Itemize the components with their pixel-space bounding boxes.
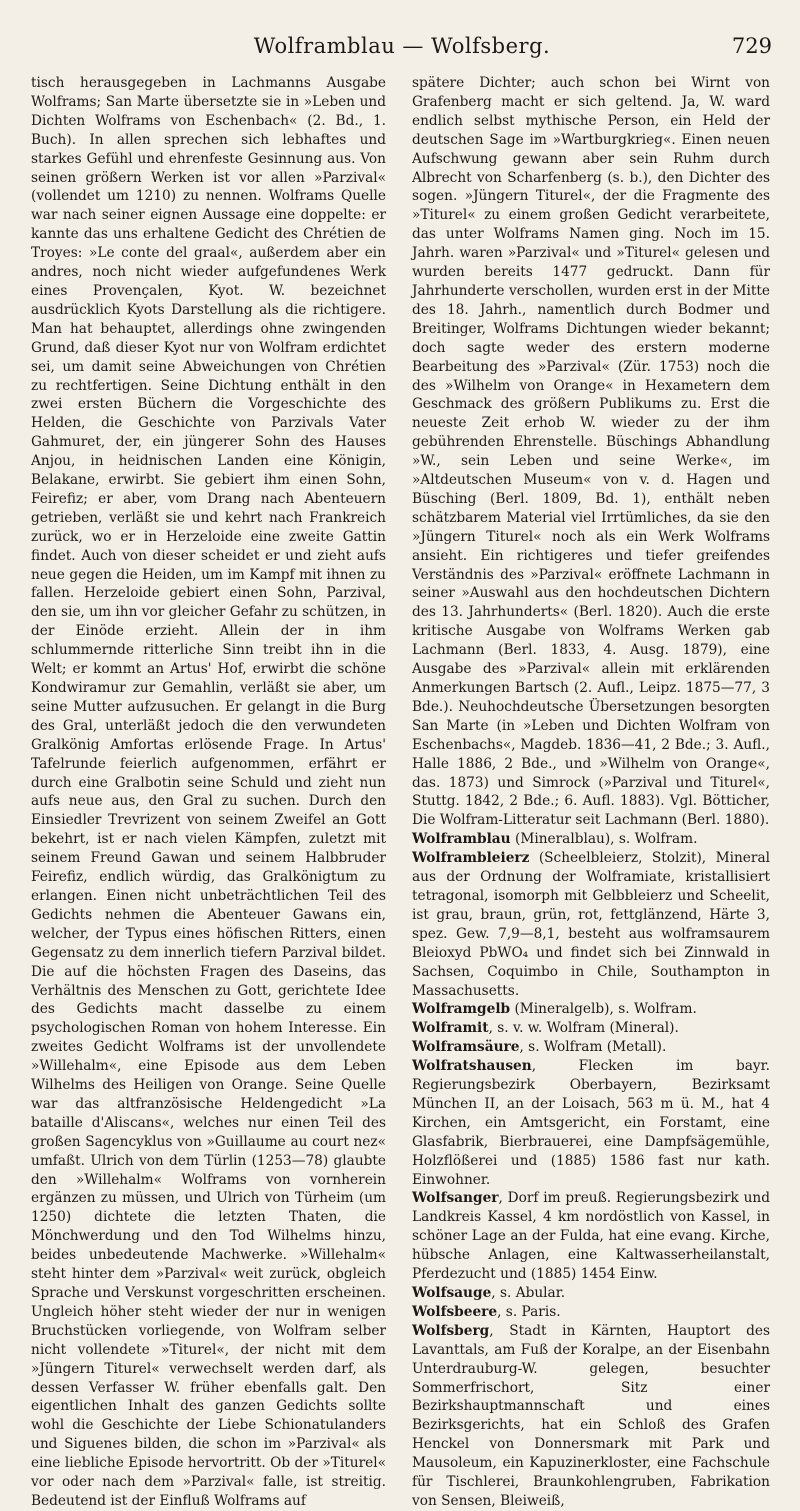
- headword: Wolfsanger: [412, 1190, 499, 1207]
- entry-text: , Flecken im bayr. Regierungsbezirk Oberbayern, Bezirksamt München II, an der Loisach, 563 m ü. M., hat 4 Kirchen, ein Amtsgericht, ein Forstamt, eine Glasfabrik, Bierbrauerei, eine Dampfsägemühle, Holzflößerei und (1885) 1586 fast nur kath. Einwohner.: [412, 1058, 770, 1188]
- entry-text: , s. v. w. Wolfram (Mineral).: [488, 1020, 679, 1037]
- right-column: [412, 74, 770, 1511]
- entry-text: , Dorf im preuß. Regierungsbezirk und Landkreis Kassel, 4 km nordöstlich von Kassel, in schöner Lage an der Fulda, hat eine evang. Kirche, hübsche Anlagen, eine Kaltwasserheilanstalt, Pferdezucht und (1885) 1454 Einw.: [412, 1190, 770, 1283]
- article-text-right: spätere Dichter; auch schon bei Wirnt von Grafenberg macht er sich geltend. Ja, W. ward endlich selbst mythische Person, ein Held der deutschen Sage im »Wartburgkrieg«. Einen neuen Aufschwung gewann aber sein Ruhm durch Albrecht von Scharfenberg (s. b.), den Dichter des sogen. »Jüngern Titurel«, der die Fragmente des »Titurel« zu einem großen Gedicht verarbeitete, das unter Wolframs Namen ging. Noch im 15. Jahrh. waren »Parzival« und »Titurel« gelesen und wurden bereits 1477 gedruckt. Dann für Jahrhunderte verschollen, wurden erst in der Mitte des 18. Jahrh., namentlich durch Bodmer und Breitinger, Wolframs Dichtungen wieder bekannt; doch sagte weder des erstern moderne Bearbeitung des »Parzival« (Zür. 1753) noch die des »Wilhelm von Orange« in Hexametern dem Geschmack des größern Publikums zu. Erst die neueste Zeit erhob W. wieder zu der ihm gebührenden Ehrenstelle. Büschings Abhandlung »W., sein Leben und seine Werke«, im »Altdeutschen Museum« von v. d. Hagen und Büsching (Berl. 1809, Bd. 1), enthält neben schätzbarem Material viel Irrtümliches, da sie den »Jüngern Titurel« noch als ein Werk Wolframs ansieht. Ein richtigeres und tiefer greifendes Verständnis des »Parzival« eröffnete Lachmann in seiner »Auswahl aus den hochdeutschen Dichtern des 13. Jahrhunderts« (Berl. 1820). Auch die erste kritische Ausgabe von Wolframs Werken gab Lachmann (Berl. 1833, 4. Ausg. 1879), eine Ausgabe des »Parzival« allein mit erklärenden Anmerkungen Bartsch (2. Aufl., Leipz. 1875—77, 3 Bde.). Neuhochdeutsche Übersetzungen besorgten San Marte (in »Leben und Dichten Wolfram von Eschenbachs«, Magdeb. 1836—41, 2 Bde.; 3. Aufl., Halle 1886, 2 Bde., und »Wilhelm von Orange«, das. 1873) und Simrock (»Parzival und Titurel«, Stuttg. 1842, 2 Bde.; 6. Aufl. 1883). Vgl. Bötticher, Die Wolfram-Litteratur seit Lachmann (Berl. 1880).: [412, 75, 770, 829]
- entry-text: , s. Abular.: [491, 1285, 566, 1301]
- entry-text: , s. Wolfram (Metall).: [519, 1039, 667, 1056]
- entry-wolfsauge: [412, 1284, 770, 1303]
- entry-wolfratshausen: [412, 1057, 770, 1189]
- page-header: [32, 34, 772, 64]
- headword: Wolframgelb: [412, 1001, 511, 1018]
- left-column: [31, 74, 386, 1511]
- entry-wolframblau: [412, 830, 770, 849]
- entry-wolframbleierz: [412, 849, 770, 1000]
- headword: Wolfsberg: [412, 1322, 490, 1339]
- entry-text: (Scheelbleierz, Stolzit), Mineral aus der Ordnung der Wolframiate, kristallisiert tetragonal, isomorph mit Gelbbleierz und Scheelit, ist grau, braun, grün, rot, fettglänzend, Härte 3, spez. Gew. 7,9—8,1, besteht aus wolframsaurem Bleioxyd PbWO₄ und findet sich bei Zinnwald in Sachsen, Coquimbo in Chile, Southampton in Massachusetts.: [412, 850, 770, 999]
- entry-text: , Stadt in Kärnten, Hauptort des Lavanttals, am Fuß der Koralpe, an der Eisenbahn Unterdrauburg-W. gelegen, besuchter Sommerfrischort, Sitz einer Bezirkshauptmannschaft und eines Bezirksgerichts, hat ein Schloß des Grafen Henckel von Donnersmark mit Park und Mausoleum, ein Kapuzinerkloster, eine Fachschule für Tischlerei, Braunkohlengruben, Fabrikation von Sensen, Bleiweiß,: [412, 1322, 770, 1509]
- entry-text: , s. Paris.: [497, 1303, 561, 1320]
- headword: Wolframblau: [412, 831, 511, 848]
- headword: Wolfsauge: [412, 1285, 492, 1301]
- headword: Wolframit: [412, 1020, 489, 1037]
- entry-wolframgelb: [412, 1000, 770, 1019]
- entry-wolframsaeure: [412, 1038, 770, 1057]
- page-number: 729: [731, 34, 772, 58]
- headword: Wolfratshausen: [412, 1058, 532, 1075]
- entry-wolframit: [412, 1019, 770, 1038]
- entry-wolfsbeere: [412, 1303, 770, 1322]
- entry-wolfsberg: [412, 1322, 770, 1511]
- headword: Wolfsbeere: [412, 1303, 498, 1320]
- headword: Wolframbleierz: [412, 850, 530, 867]
- article-text-left: tisch herausgegeben in Lachmanns Ausgabe Wolframs; San Marte übersetzte sie in »Leben und Dichten Wolframs von Eschenbach« (2. Bd., 1. Buch). In allen sprechen sich lebhaftes und starkes Gefühl und ehrenfeste Gesinnung aus. Von seinen größern Werken ist vor allen »Parzival« (vollendet um 1210) zu nennen. Wolframs Quelle war nach seiner eignen Aussage eine doppelte: er kannte das uns erhaltene Gedicht des Chrétien de Troyes: »Le conte del graal«, außerdem aber ein andres, noch nicht wieder aufgefundenes Werk eines Provençalen, Kyot. W. bezeichnet ausdrücklich Kyots Darstellung als die richtigere. Man hat behauptet, allerdings ohne zwingenden Grund, daß dieser Kyot nur von Wolfram erdichtet sei, um damit seine Abweichungen von Chrétien zu rechtfertigen. Seine Dichtung enthält in den zwei ersten Büchern die Vorgeschichte des Helden, die Geschichte von Parzivals Vater Gahmuret, der, ein jüngerer Sohn des Hauses Anjou, in heidnischen Landen eine Königin, Belakane, erwirbt. Sie gebiert ihm einen Sohn, Feirefiz; er aber, vom Drang nach Abenteuern getrieben, verläßt sie und kehrt nach Frankreich zurück, wo er in Herzeloide eine zweite Gattin findet. Auch von dieser scheidet er und zieht aufs neue gegen die Heiden, um im Kampf mit ihnen zu fallen. Herzeloide gebiert einen Sohn, Parzival, den sie, um ihn vor gleicher Gefahr zu schützen, in der Einöde erzieht. Allein der in ihm schlummernde ritterliche Sinn treibt ihn in die Welt; er kommt an Artus' Hof, erwirbt die schöne Kondwiramur zur Gemahlin, verläßt sie aber, um seine Mutter aufzusuchen. Er gelangt in die Burg des Gral, unterläßt jedoch die den verwundeten Gralkönig Amfortas erlösende Frage. In Artus' Tafelrunde feierlich aufgenommen, erfährt er durch eine Gralbotin seine Schuld und zieht nun aufs neue aus, den Gral zu suchen. Durch den Einsiedler Trevrizent von seinem Zweifel an Gott bekehrt, ist er nach vielen Kämpfen, zuletzt mit seinem Freund Gawan und seinem Halbbruder Feirefiz, endlich würdig, das Gralkönigtum zu erlangen. Einen nicht unbeträchtlichen Teil des Gedichts nehmen die Abenteuer Gawans ein, welcher, der Typus eines höfischen Ritters, einen Gegensatz zu dem innerlich tiefern Parzival bildet. Die auf die höchsten Fragen des Daseins, das Verhältnis des Menschen zu Gott, gerichtete Idee des Gedichts macht dasselbe zu einem psychologischen Roman von hohem Interesse. Ein zweites Gedicht Wolframs ist der unvollendete »Willehalm«, eine Episode aus dem Leben Wilhelms des Heiligen von Orange. Seine Quelle war das altfranzösische Heldengedicht »La bataille d'Aliscans«, welches nur einen Teil des großen Sagencyklus von »Guillaume au court nez« umfaßt. Ulrich von dem Türlin (1253—78) glaubte den »Willehalm« Wolframs von vornherein ergänzen zu müssen, und Ulrich von Türheim (um 1250) dichtete die letzten Thaten, die Mönchwerdung und den Tod Wilhelms hinzu, beides unbedeutende Machwerke. »Willehalm« steht hinter dem »Parzival« weit zurück, obgleich Sprache und Verskunst vorgeschritten erscheinen. Ungleich höher steht wieder der nur in wenigen Bruchstücken vorliegende, von Wolfram selber nicht vollendete »Titurel«, der nicht mit dem »Jüngern Titurel« verwechselt werden darf, als dessen Verfasser W. früher ebenfalls galt. Den eigentlichen Inhalt des ganzen Gedichts sollte wohl die Geschichte der Liebe Schionatulanders und Siguenes bilden, die schon im »Parzival« als eine liebliche Episode hervortritt. Ob der »Titurel« vor oder nach dem »Parzival« falle, ist streitig. Bedeutend ist der Einfluß Wolframs auf: [31, 75, 386, 1509]
- running-head: Wolframblau — Wolfsberg.: [253, 34, 551, 58]
- headword: Wolframsäure: [412, 1039, 520, 1056]
- entry-text: (Mineralgelb), s. Wolfram.: [510, 1001, 697, 1018]
- entry-text: (Mineralblau), s. Wolfram.: [510, 831, 698, 848]
- entry-wolfsanger: [412, 1189, 770, 1284]
